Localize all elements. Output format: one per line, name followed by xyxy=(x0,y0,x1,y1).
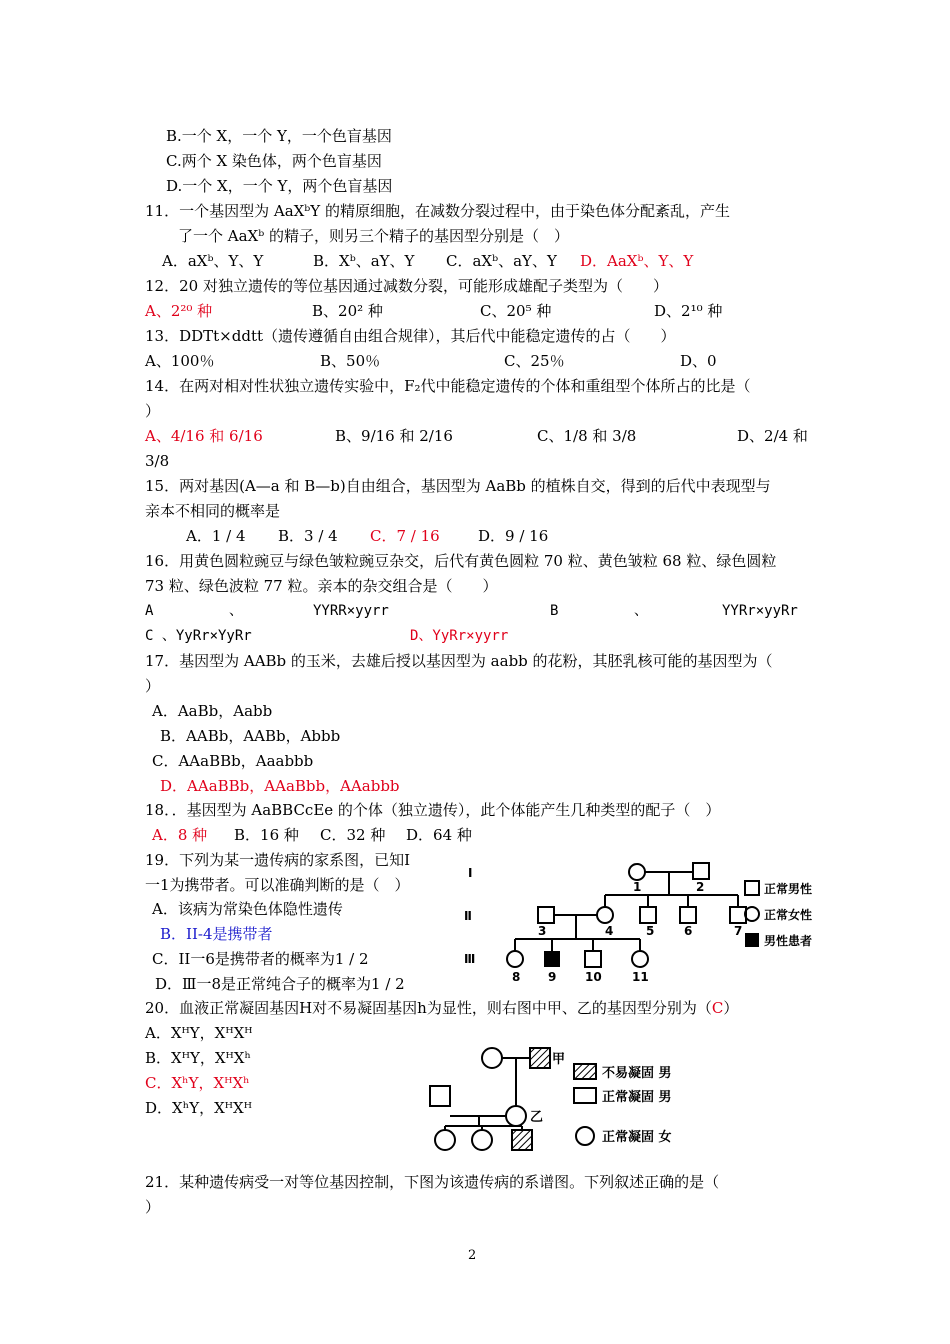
pedigree-num-1: 1 xyxy=(633,880,642,894)
q16-option-b-sep: 、 xyxy=(634,603,648,619)
legend-affected-male-label: 男性患者 xyxy=(764,934,813,948)
q16-stem-line2: 73 粒、绿色波粒 77 粒。亲本的杂交组合是（ ） xyxy=(145,577,498,595)
q13-stem: 13．DDTt×ddtt（遗传遵循自由组合规律），其后代中能稳定遗传的占（ ） xyxy=(145,327,676,345)
q13-option-a: A、100％ xyxy=(145,352,215,370)
legend-normal-female-icon xyxy=(745,907,759,921)
pedigree-II5-male xyxy=(640,907,656,923)
pedigree-III8-female xyxy=(507,951,523,967)
q11-stem-line2: 了一个 AaXᵇ 的精子，则另三个精子的基因型分别是（ ） xyxy=(178,227,569,245)
q16-option-a-sep: 、 xyxy=(229,603,243,619)
q20-legend-affected-label: 不易凝固 男 xyxy=(602,1066,672,1081)
q20-answer: C xyxy=(711,999,724,1017)
q11-option-d-answer: D．AaXᵇ、Y、Y xyxy=(580,252,694,270)
q11-option-a: A．aXᵇ、Y、Y xyxy=(162,252,264,270)
q17-option-a: A．AaBb，Aabb xyxy=(152,702,273,720)
q14-option-a-answer: A、4/16 和 6/16 xyxy=(145,427,263,445)
pedigree-II7-male xyxy=(730,907,746,923)
q10-option-b: B.一个 X，一个 Y，一个色盲基因 xyxy=(166,127,392,145)
q16-option-c: C 、YyRr×YyRr xyxy=(145,628,252,644)
q20-gen2-male xyxy=(430,1086,450,1106)
q18-option-b: B．16 种 xyxy=(234,826,299,844)
pedigree-num-4: 4 xyxy=(605,924,614,938)
q20-stem-text: 20．血液正常凝固基因H对不易凝固基因h为显性，则右图中甲、乙的基因型分别为（ xyxy=(145,999,712,1017)
q20-jia-male-affected xyxy=(530,1048,550,1068)
legend-normal-female-label: 正常女性 xyxy=(764,908,813,922)
q13-option-b: B、50％ xyxy=(320,352,381,370)
q20-gen3-female-2 xyxy=(472,1130,492,1150)
q14-stem-line2: ） xyxy=(145,402,161,420)
pedigree-I2-male xyxy=(693,863,709,879)
q11-option-c: C．aXᵇ、aY、Y xyxy=(446,252,557,270)
q19-option-d: D．Ⅲ一8是正常纯合子的概率为1 / 2 xyxy=(155,975,405,993)
q17-stem-line2: ） xyxy=(145,677,161,695)
q15-option-d: D．9 / 16 xyxy=(478,527,549,545)
pedigree-III9-affected-male xyxy=(544,951,560,967)
q12-option-b: B、20² 种 xyxy=(312,302,383,320)
q11-option-b: B．Xᵇ、aY、Y xyxy=(313,252,415,270)
pedigree-I1-female xyxy=(629,864,645,880)
q17-option-b: B．AABb，AABb，Abbb xyxy=(160,727,341,745)
q19-option-c: C．II一6是携带者的概率为1 / 2 xyxy=(152,950,369,968)
q19-stem-line1: 19．下列为某一遗传病的家系图，已知Ⅰ xyxy=(145,851,411,869)
q12-stem: 12．20 对独立遗传的等位基因通过减数分裂，可能形成雄配子类型为（ ） xyxy=(145,277,668,295)
pedigree-gen-II-label: Ⅱ xyxy=(464,909,472,923)
pedigree-num-6: 6 xyxy=(684,924,693,938)
q20-yi-label: 乙 xyxy=(530,1110,544,1125)
pedigree-num-8: 8 xyxy=(512,970,521,984)
q13-option-c: C、25％ xyxy=(504,352,565,370)
q19-stem-line2: 一1为携带者。可以准确判断的是（ ） xyxy=(145,876,410,894)
legend-normal-male-icon xyxy=(745,881,759,895)
q17-stem-line1: 17．基因型为 AABb 的玉米，去雄后授以基因型为 aabb 的花粉，其胚乳核可能的基因型为（ xyxy=(145,652,773,670)
legend-normal-male-label: 正常男性 xyxy=(764,882,813,896)
page-number: 2 xyxy=(468,1248,477,1263)
q12-option-d: D、2¹⁰ 种 xyxy=(654,302,723,320)
q15-stem-line2: 亲本不相同的概率是 xyxy=(145,502,281,520)
q14-option-d: D、2/4 和 xyxy=(737,427,808,445)
q10-option-c: C.两个 X 染色体，两个色盲基因 xyxy=(166,152,382,170)
pedigree-num-9: 9 xyxy=(548,970,557,984)
q18-stem: 18．．基因型为 AaBBCcEe 的个体（独立遗传），此个体能产生几种类型的配子（ ） xyxy=(145,801,721,819)
q17-option-d-answer: D．AAaBBb，AAaBbb，AAabbb xyxy=(160,777,400,795)
q20-yi-female xyxy=(506,1106,526,1126)
pedigree-num-7: 7 xyxy=(734,924,743,938)
q15-option-b: B．3 / 4 xyxy=(278,527,338,545)
q14-option-d-cont: 3/8 xyxy=(145,452,170,470)
q20-gen1-female xyxy=(482,1048,502,1068)
pedigree-num-10: 10 xyxy=(585,970,602,984)
q20-option-a: A．XᴴY，XᴴXᴴ xyxy=(145,1024,253,1042)
q19-option-a: A．该病为常染色体隐性遗传 xyxy=(152,900,343,918)
q12-option-a-answer: A、2²⁰ 种 xyxy=(145,302,213,320)
q19-pedigree-figure xyxy=(460,855,840,985)
q20-jia-label: 甲 xyxy=(552,1052,566,1067)
q20-legend-normal-female-label: 正常凝固 女 xyxy=(602,1130,672,1145)
pedigree-num-5: 5 xyxy=(646,924,655,938)
q15-option-a: A．1 / 4 xyxy=(186,527,246,545)
q20-legend-normal-male-label: 正常凝固 男 xyxy=(602,1090,672,1105)
pedigree-num-2: 2 xyxy=(696,880,705,894)
q10-option-d: D.一个 X，一个 Y，两个色盲基因 xyxy=(166,177,393,195)
q21-stem-line2: ） xyxy=(145,1198,161,1216)
q20-option-c-answer: C．XʰY，XᴴXʰ xyxy=(145,1074,250,1092)
legend-normal-male-icon-q20 xyxy=(574,1088,596,1103)
q20-option-b: B．XᴴY，XᴴXʰ xyxy=(145,1049,251,1067)
q20-stem-end: ） xyxy=(723,999,739,1017)
q21-stem-line1: 21．某种遗传病受一对等位基因控制，下图为该遗传病的系谱图。下列叙述正确的是（ xyxy=(145,1173,720,1191)
q16-option-b-text: YYRr×yyRr xyxy=(722,603,798,619)
pedigree-num-11: 11 xyxy=(632,970,649,984)
q20-option-d: D．XʰY，XᴴXᴴ xyxy=(145,1099,252,1117)
q16-option-b-letter: B xyxy=(550,603,559,619)
pedigree-III11-female xyxy=(632,951,648,967)
q14-option-c: C、1/8 和 3/8 xyxy=(537,427,637,445)
legend-normal-female-icon-q20 xyxy=(576,1127,594,1145)
legend-affected-male-icon-q20 xyxy=(574,1064,596,1079)
q20-gen3-male-affected xyxy=(512,1130,532,1150)
pedigree-gen-I-label: Ⅰ xyxy=(468,866,473,880)
pedigree-II6-male xyxy=(680,907,696,923)
q17-option-c: C．AAaBBb，Aaabbb xyxy=(152,752,314,770)
q18-option-d: D．64 种 xyxy=(406,826,472,844)
q11-stem-line1: 11．一个基因型为 AaXᵇY 的精原细胞，在减数分裂过程中，由于染色体分配紊乱，产生 xyxy=(145,202,730,220)
pedigree-II4-female xyxy=(597,907,613,923)
q16-option-a-letter: A xyxy=(145,603,154,619)
pedigree-num-3: 3 xyxy=(538,924,547,938)
q15-stem-line1: 15．两对基因(A—a 和 B—b)自由组合，基因型为 AaBb 的植株自交，得到的后代中表现型与 xyxy=(145,477,771,495)
q14-stem-line1: 14．在两对相对性状独立遗传实验中，F₂代中能稳定遗传的个体和重组型个体所占的比是（ xyxy=(145,377,751,395)
legend-affected-male-icon xyxy=(745,933,759,947)
q15-option-c-answer: C．7 / 16 xyxy=(370,527,440,545)
q16-stem-line1: 16．用黄色圆粒豌豆与绿色皱粒豌豆杂交，后代有黄色圆粒 70 粒、黄色皱粒 68 粒、绿色圆粒 xyxy=(145,552,777,570)
pedigree-gen-III-label: Ⅲ xyxy=(464,952,476,966)
q20-pedigree-figure xyxy=(420,1042,720,1154)
q20-gen3-female-1 xyxy=(435,1130,455,1150)
q19-option-b-answer: B．II-4是携带者 xyxy=(160,925,273,943)
q18-option-c: C．32 种 xyxy=(320,826,386,844)
pedigree-III10-male xyxy=(585,951,601,967)
pedigree-II3-male xyxy=(538,907,554,923)
q16-option-a-text: YYRR×yyrr xyxy=(313,603,389,619)
q14-option-b: B、9/16 和 2/16 xyxy=(335,427,453,445)
q16-option-d-answer: D、YyRr×yyrr xyxy=(410,628,509,644)
q18-option-a-answer: A．8 种 xyxy=(152,826,208,844)
q13-option-d: D、0 xyxy=(680,352,717,370)
q20-stem xyxy=(145,998,738,1018)
q12-option-c: C、20⁵ 种 xyxy=(480,302,552,320)
